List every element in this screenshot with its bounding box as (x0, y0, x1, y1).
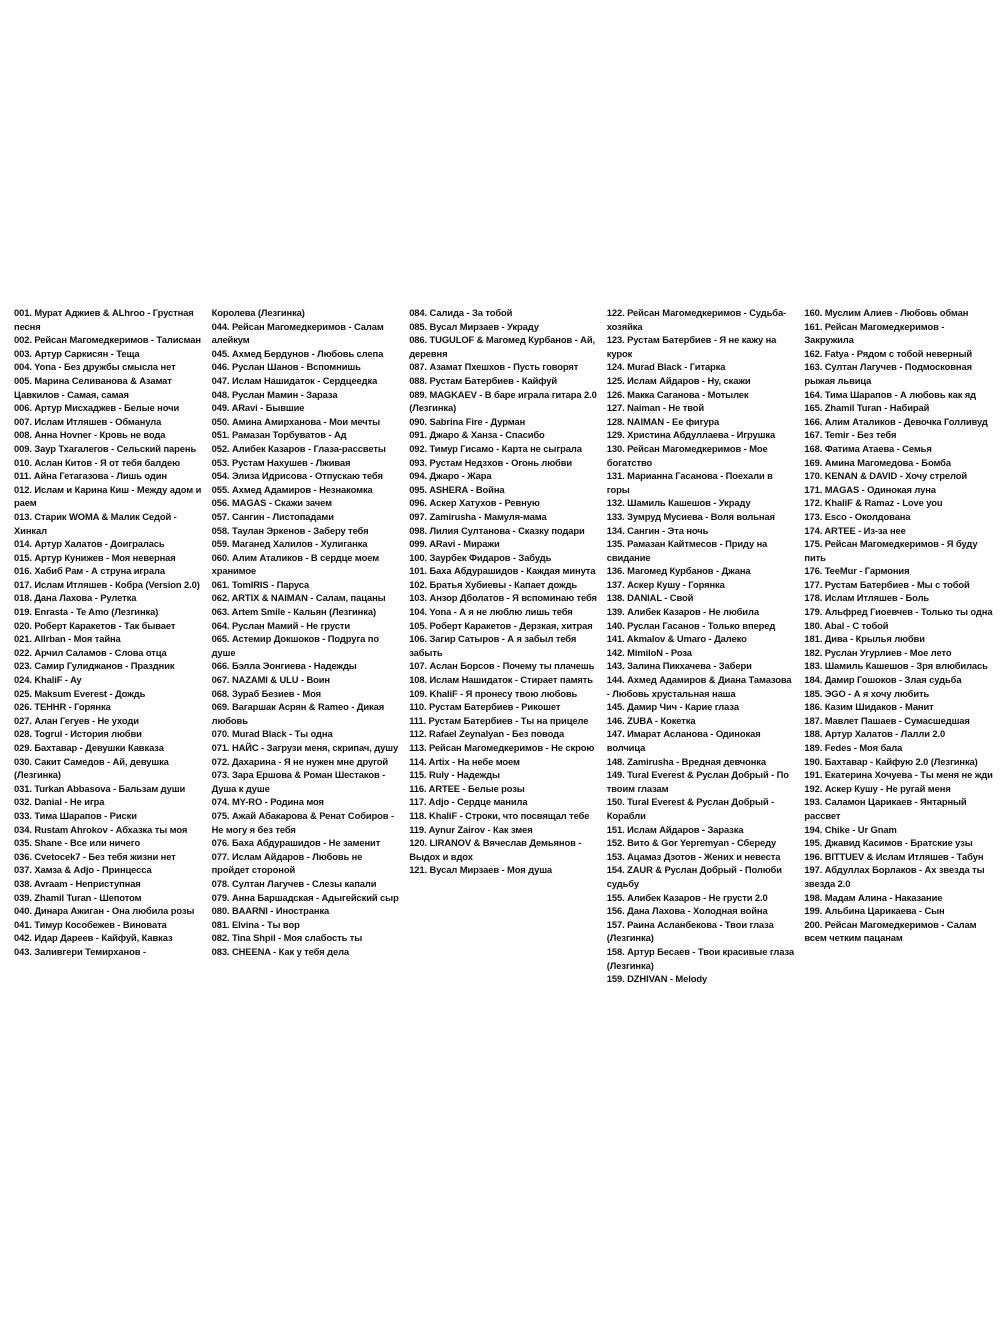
track-item: 094. Джаро - Жара (409, 470, 492, 482)
track-item: 119. Aynur Zairov - Как змея (409, 823, 533, 835)
track-item: 193. Саламон Царикаев - Янтарный рассвет (804, 796, 967, 821)
track-item: 095. ASHERA - Война (409, 483, 505, 495)
track-item: 096. Аскер Хатухов - Ревную (409, 497, 540, 509)
track-item: 060. Алим Аталиков - В сердце моем хранимое (211, 551, 380, 577)
track-item: 025. Maksum Everest - Дождь (14, 687, 146, 699)
track-item: 100. Заурбек Фидаров - Забудь (409, 551, 552, 563)
track-item: 124. Murad Black - Гитарка (606, 361, 726, 373)
track-item: 033. Тима Шарапов - Риски (14, 809, 137, 821)
track-item: 018. Дана Лахова - Рулетка (14, 592, 137, 604)
track-item: 074. MY-RO - Родина моя (211, 796, 324, 808)
track-item: 106. Загир Сатыров - А я забыл тебя забыть (409, 633, 577, 658)
track-item: 023. Самир Гулиджанов - Праздник (14, 660, 175, 672)
track-item: 190. Бахтавар - Кайфую 2.0 (Лезгинка) (804, 755, 978, 767)
track-item: 086. TUGULOF & Магомед Курбанов - Ай, деревня (409, 334, 596, 359)
track-item: 055. Ахмед Адамиров - Незнакомка (211, 483, 373, 495)
track-item: 140. Руслан Гасанов - Только вперед (606, 619, 776, 631)
track-item: 017. Ислам Итляшев - Кобра (Version 2.0) (14, 578, 200, 590)
track-item: 122. Рейсан Магомедкеримов - Судьба-хозяйка (606, 307, 787, 332)
track-item: 183. Шамиль Кашешов - Зря влюбилась (804, 660, 988, 672)
track-item: 145. Дамир Чич - Карие глаза (606, 701, 739, 713)
track-item: 196. BITTUEV & Ислам Итляшев - Табун (804, 850, 984, 862)
track-item: 012. Ислам и Карина Киш - Между адом и раем (14, 483, 202, 509)
track-item: 070. Murad Black - Ты одна (211, 728, 333, 740)
track-item: 069. Вагаршак Асрян & Rameo - Дикая любовь (211, 701, 385, 726)
track-item: 099. ARavi - Миражи (409, 538, 500, 550)
track-item: 032. Danial - Не игра (14, 796, 105, 808)
track-item: 008. Анна Hovner - Кровь не вода (14, 429, 166, 441)
track-item: 021. Allrban - Моя тайна (14, 633, 121, 645)
track-item: 097. Zamirusha - Мамуля-мама (409, 510, 547, 522)
track-item: 073. Зара Ершова & Роман Шестаков - Душа к душе (211, 769, 386, 794)
track-item: 031. Turkan Abbasova - Бальзам души (14, 782, 186, 794)
track-item: 015. Артур Кунижев - Моя неверная (14, 551, 176, 563)
track-item: 180. Abal - С тобой (804, 619, 889, 631)
track-item: 013. Старик WOMA & Малик Седой - Хинкал (14, 510, 177, 536)
track-item: 194. Chike - Ur Gnam (804, 823, 897, 835)
track-item: 134. Сангин - Эта ночь (606, 524, 709, 536)
track-item: 089. MAGKAEV - В баре играла гитара 2.0 (Лезгинка) (409, 388, 597, 414)
track-item: 128. NAIMAN - Ее фигура (606, 415, 720, 427)
track-item: 157. Раина Асланбекова - Твои глаза (Лезгинка) (606, 918, 774, 944)
track-item: 152. Вито & Gor Yepremyan - Сбереду (606, 837, 777, 849)
track-item: 063. Artem Smile - Кальян (Лезгинка) (211, 606, 376, 618)
tracklist-column-1 (14, 306, 204, 1036)
track-item: 009. Заур Тхагалегов - Сельский парень (14, 442, 197, 454)
track-item: 146. ZUBA - Кокетка (606, 714, 696, 726)
track-item: 053. Рустам Нахушев - Лживая (211, 456, 351, 468)
track-item: 165. Zhamil Turan - Набирай (804, 402, 930, 414)
track-item: 011. Айна Гетагазова - Лишь один (14, 470, 167, 482)
track-item: 052. Алибек Казаров - Глаза-рассветы (211, 442, 386, 454)
track-item: 115. Ruly - Надежды (409, 769, 500, 781)
track-item: 156. Дана Лахова - Холодная война (606, 905, 768, 917)
track-item: 185. ЭGO - А я хочу любить (804, 687, 930, 699)
track-item: 188. Артур Халатов - Лалли 2.0 (804, 728, 946, 740)
track-item: 166. Алим Аталиков - Девочка Голливуд (804, 415, 988, 427)
track-item: 189. Fedes - Моя бала (804, 742, 903, 753)
track-item: 177. Рустам Батербиев - Мы с тобой (804, 578, 970, 590)
track-item: 022. Арчил Саламов - Слова отца (14, 646, 167, 658)
track-item: 163. Султан Лагучев - Подмосковная рыжая львица (804, 361, 972, 386)
track-item: 136. Магомед Курбанов - Джана (606, 565, 751, 577)
track-item: 160. Муслим Алиев - Любовь обман (804, 307, 969, 318)
track-item: 147. Имарат Асланова - Одинокая волчица (606, 728, 761, 753)
track-item: 107. Аслан Борсов - Почему ты плачешь (409, 660, 595, 672)
tracklist (14, 306, 994, 1036)
track-item: 191. Екатерина Хочуева - Ты меня не жди (804, 769, 993, 781)
track-item: 001. Мурат Аджиев & ALhroo - Грустная песня (14, 307, 194, 332)
track-item: 135. Рамазан Кайтмесов - Приду на свидание (606, 538, 768, 563)
track-item: 139. Алибек Казаров - Не любила (606, 606, 759, 618)
track-item: 047. Ислам Нашидаток - Сердцеедка (211, 374, 378, 386)
track-item: 092. Тимур Гисамо - Карта не сыграла (409, 442, 582, 454)
track-item: 084. Салида - За тобой (409, 307, 513, 318)
track-item: 123. Рустам Батербиев - Я не кажу на курок (606, 334, 777, 359)
track-item: 040. Динара Ажиган - Она любила розы (14, 905, 195, 917)
track-item: 003. Артур Саркисян - Теща (14, 347, 140, 359)
track-item: 014. Артур Халатов - Доигралась (14, 538, 165, 550)
track-item: 195. Джавид Касимов - Братские узы (804, 837, 973, 849)
track-item: 154. ZAUR & Руслан Добрый - Полюби судьбу (606, 864, 782, 889)
track-item: 016. Хабиб Рам - А струна играла (14, 565, 165, 577)
track-item: 192. Аскер Кушу - Не ругай меня (804, 782, 951, 794)
track-item: 098. Лилия Султанова - Сказку подари (409, 524, 585, 536)
track-item: 114. Artix - На небе моем (409, 755, 520, 767)
track-item: 141. Akmalov & Umaro - Далеко (606, 633, 747, 645)
track-item: 186. Казим Шидаков - Манит (804, 701, 934, 713)
track-item: 007. Ислам Итляшев - Обманула (14, 415, 162, 427)
track-item: 005. Марина Селиванова & Азамат Цавкилов - Самая, самая (14, 374, 172, 400)
track-item: 088. Рустам Батербиев - Кайфуй (409, 374, 558, 386)
track-item: 137. Аскер Кушу - Горянка (606, 578, 725, 590)
track-item: 102. Братья Хубиевы - Капает дождь (409, 578, 578, 590)
track-item: 078. Султан Лагучев - Слезы капали (211, 877, 377, 889)
track-item: 168. Фатима Атаева - Семья (804, 442, 932, 454)
track-item: 083. CHEENA - Как у тебя дела (211, 945, 350, 957)
track-item: 058. Таулан Эркенов - Заберу тебя (211, 524, 369, 536)
track-item: 117. Adjo - Сердце манила (409, 796, 528, 808)
track-item: 197. Абдуллах Борлаков - Ах звезда ты звезда 2.0 (804, 864, 985, 889)
track-item: 037. Хамза & Adjo - Принцесса (14, 864, 152, 876)
track-item: 103. Анзор Дболатов - Я вспоминаю тебя (409, 592, 597, 604)
tracklist-column-4 (607, 306, 797, 1036)
track-item: 057. Сангин - Листопадами (211, 510, 334, 522)
track-item: 179. Альфред Гиоевчев - Только ты одна (804, 606, 993, 618)
track-item: 131. Марианна Гасанова - Поехали в горы (606, 470, 773, 495)
track-item: 162. Fatya - Рядом с тобой неверный (804, 347, 973, 359)
track-item: 125. Ислам Айдаров - Ну, скажи (606, 374, 751, 386)
track-item: 173. Esco - Околдована (804, 510, 911, 522)
track-item: 130. Рейсан Магомедкеримов - Мое богатство (606, 442, 768, 468)
track-item: 176. TeeMur - Гармония (804, 565, 910, 577)
track-item: 184. Дамир Гошоков - Злая судьба (804, 674, 962, 686)
track-item: 028. Togrul - История любви (14, 728, 142, 740)
track-item: 062. ARTIX & NAIMAN - Салам, пацаны (211, 592, 386, 604)
track-item: 027. Алан Гегуев - Не уходи (14, 714, 139, 726)
track-item: 042. Идар Дареев - Кайфуй, Кавказ (14, 932, 173, 944)
track-item: 085. Вусал Мирзаев - Украду (409, 320, 539, 332)
track-item: 059. Маганед Халилов - Хулиганка (211, 538, 368, 550)
track-item: 187. Мавлет Пашаев - Сумасшедшая (804, 714, 970, 726)
track-item: 051. Рамазан Торбуватов - Ад (211, 429, 347, 441)
track-item: 093. Рустам Недзхов - Огонь любви (409, 456, 573, 468)
track-item: 118. KhaliF - Строки, что посвящал тебе (409, 809, 590, 821)
track-item: 129. Христина Абдуллаева - Игрушка (606, 429, 776, 441)
track-item: 108. Ислам Нашидаток - Стирает память (409, 674, 593, 686)
track-item: 080. BAARNI - Иностранка (211, 905, 330, 917)
track-item: 090. Sabrina Fire - Дурман (409, 415, 526, 427)
track-item: 138. DANIAL - Свой (606, 592, 694, 604)
track-item: 171. MAGAS - Одинокая луна (804, 483, 936, 495)
track-item: 029. Бахтавар - Девушки Кавказа (14, 742, 164, 753)
track-item: 068. Зураб Безиев - Моя (211, 687, 322, 699)
track-item: 030. Сакит Самедов - Ай, девушка (Лезгинка) (14, 755, 169, 781)
track-item: 066. Бэлла Эонгиева - Надежды (211, 660, 357, 672)
track-item: 079. Анна Баршадская - Адыгейский сыр (211, 891, 399, 903)
track-item: 158. Артур Бесаев - Твои красивые глаза (Лезгинка) (606, 945, 795, 971)
track-item: 024. KhaliF - Ay (14, 674, 82, 686)
track-item: 036. Cvetocek7 - Без тебя жизни нет (14, 850, 176, 862)
track-item: 155. Алибек Казаров - Не грусти 2.0 (606, 891, 768, 903)
track-item: 199. Альбина Царикаева - Сын (804, 905, 945, 917)
track-item: 019. Enrasta - Te Amo (Лезгинка) (14, 606, 159, 618)
track-item: 046. Руслан Шанов - Вспомнишь (211, 361, 361, 373)
track-item: 144. Ахмед Адамиров & Диана Тамазова - Любовь хрустальная наша (606, 674, 792, 699)
track-item: 087. Азамат Пхешхов - Пусть говорят (409, 361, 579, 373)
track-item: 110. Рустам Батербиев - Рикошет (409, 701, 561, 713)
track-item: 010. Аслан Китов - Я от тебя балдею (14, 456, 181, 468)
track-item: 076. Баха Абдурашидов - Не заменит (211, 837, 381, 849)
track-item: 169. Амина Магомедова - Бомба (804, 456, 951, 468)
tracklist-column-5 (804, 306, 994, 1036)
track-item: 153. Ацамаз Дзотов - Жених и невеста (606, 850, 781, 862)
track-item: 170. KENAN & DAVID - Хочу стрелой (804, 470, 967, 482)
track-item: 050. Амина Амирханова - Мои мечты (211, 415, 381, 427)
track-item: 116. ARTEE - Белые розы (409, 782, 525, 794)
track-item: 133. Зумруд Мусиева - Воля вольная (606, 510, 775, 522)
track-item: 035. Shane - Все или ничего (14, 837, 141, 849)
track-item: 002. Рейсан Магомедкеримов - Талисман (14, 334, 201, 346)
track-item: 075. Ажай Абакарова & Ренат Собиров - Не могу я без тебя (211, 809, 395, 835)
track-item: 143. Залина Пикхачева - Забери (606, 660, 752, 672)
track-item: 006. Артур Мисхаджев - Белые ночи (14, 402, 180, 414)
track-item: 105. Роберт Каракетов - Дерзкая, хитрая (409, 619, 593, 631)
track-item: Королева (Лезгинка) (211, 307, 305, 318)
track-item: 065. Астемир Докшоков - Подруга по душе (211, 633, 379, 658)
track-item: 164. Тима Шарапов - А любовь как яд (804, 388, 977, 400)
track-item: 077. Ислам Айдаров - Любовь не пройдет стороной (211, 850, 363, 876)
track-item: 048. Руслан Мамин - Зараза (211, 388, 338, 400)
track-item: 174. ARTEE - Из-за нее (804, 524, 906, 536)
track-item: 149. Tural Everest & Руслан Добрый - По твоим глазам (606, 769, 789, 794)
track-item: 044. Рейсан Магомедкеримов - Салам алейкум (211, 320, 384, 346)
track-item: 113. Рейсан Магомедкеримов - Не скрою (409, 742, 595, 753)
track-item: 049. ARavi - Бывшие (211, 402, 305, 414)
track-item: 148. Zamirusha - Вредная девчонка (606, 755, 766, 767)
track-item: 054. Элиза Идрисова - Отпускаю тебя (211, 470, 383, 482)
track-item: 043. Заливгери Темирханов - (14, 945, 146, 957)
track-item: 081. Elvina - Ты вор (211, 918, 300, 930)
track-item: 200. Рейсан Магомедкеримов - Салам всем четким пацанам (804, 918, 977, 944)
track-item: 121. Вусал Мирзаев - Моя душа (409, 864, 553, 876)
track-item: 064. Руслан Мамий - Не грусти (211, 619, 351, 631)
track-item: 178. Ислам Итляшев - Боль (804, 592, 930, 604)
track-item: 175. Рейсан Магомедкеримов - Я буду пить (804, 538, 978, 563)
track-item: 041. Тимур Кособежев - Виновата (14, 918, 167, 930)
track-item: 159. DZHIVAN - Melody (606, 973, 708, 985)
tracklist-column-2 (212, 306, 402, 1036)
track-item: 142. MimiloN - Роза (606, 646, 692, 658)
track-item: 111. Рустам Батербиев - Ты на прицеле (409, 714, 589, 726)
track-item: 109. KhaliF - Я пронесу твою любовь (409, 687, 578, 699)
track-item: 034. Rustam Ahrokov - Абхазка ты моя (14, 823, 188, 835)
track-item: 045. Ахмед Бердунов - Любовь слепа (211, 347, 384, 359)
track-item: 020. Роберт Каракетов - Так бывает (14, 619, 176, 631)
track-item: 127. Naiman - Не твой (606, 402, 705, 414)
track-item: 067. NAZAMI & ULU - Воин (211, 674, 330, 686)
track-item: 104. Yona - А я не люблю лишь тебя (409, 606, 573, 618)
track-item: 112. Rafael Zeynalyan - Без повода (409, 728, 565, 740)
tracklist-column-3 (409, 306, 599, 1036)
track-item: 091. Джаро & Ханза - Спасибо (409, 429, 545, 441)
track-item: 126. Макка Саганова - Мотылек (606, 388, 749, 400)
track-item: 072. Дахарина - Я не нужен мне другой (211, 755, 389, 767)
track-item: 071. НАЙС - Загрузи меня, скрипач, душу (211, 742, 399, 753)
track-item: 181. Дива - Крылья любви (804, 633, 925, 645)
track-item: 182. Руслан Угурлиев - Мое лето (804, 646, 952, 658)
track-item: 120. LIRANOV & Вячеслав Демьянов - Выдох и вдох (409, 837, 582, 862)
track-item: 198. Мадам Алина - Наказание (804, 891, 943, 903)
track-item: 161. Рейсан Магомедкеримов - Закружила (804, 320, 945, 346)
track-item: 004. Yona - Без дружбы смысла нет (14, 361, 176, 373)
track-item: 038. Avraam - Неприступная (14, 877, 141, 889)
track-item: 167. Temir - Без тебя (804, 429, 897, 441)
track-item: 172. KhaliF & Ramaz - Love you (804, 497, 943, 509)
track-item: 150. Tural Everest & Руслан Добрый - Корабли (606, 796, 775, 821)
track-item: 026. TEHHR - Горянка (14, 701, 111, 713)
track-item: 101. Баха Абдурашидов - Каждая минута (409, 565, 596, 577)
track-item: 082. Tina Shpil - Моя слабость ты (211, 932, 363, 944)
track-item: 061. TomIRIS - Паруса (211, 578, 310, 590)
track-item: 039. Zhamil Turan - Шепотом (14, 891, 142, 903)
track-item: 056. MAGAS - Скажи зачем (211, 497, 332, 509)
track-item: 151. Ислам Айдаров - Заразка (606, 823, 744, 835)
track-item: 132. Шамиль Кашешов - Украду (606, 497, 751, 509)
